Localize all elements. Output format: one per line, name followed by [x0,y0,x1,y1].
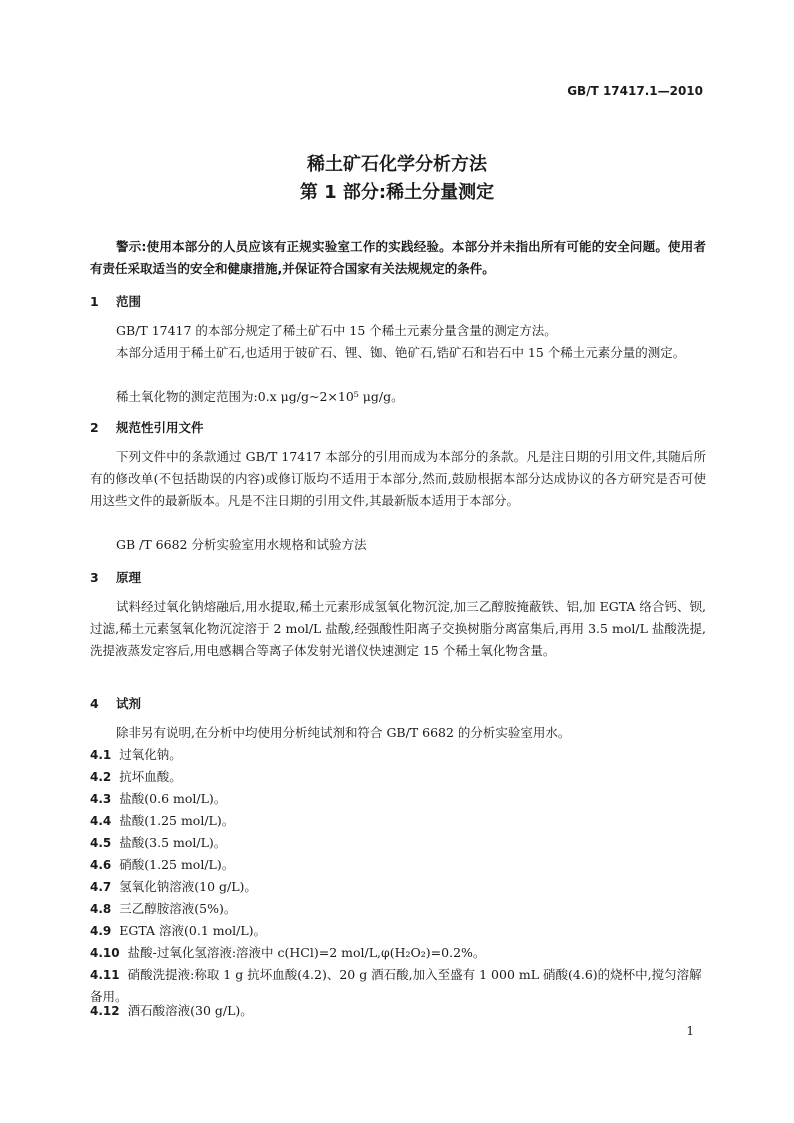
list-item [90,942,706,964]
section-2-heading [90,418,204,436]
list-item [90,876,706,898]
item-number: 4.12 [90,1004,120,1018]
section-1-heading [90,292,141,310]
item-number: 4.6 [90,858,112,872]
section-number: 3 [90,570,99,585]
document-title: 稀土矿石化学分析方法 [307,154,487,175]
item-number: 4.7 [90,880,112,894]
list-item [90,898,706,920]
item-number: 4.10 [90,946,120,960]
reference-entry: GB /T 6682 分析实验室用水规格和试验方法 [116,537,367,552]
item-number: 4.3 [90,792,112,806]
list-item [90,854,706,876]
item-number: 4.5 [90,836,112,850]
item-number: 4.11 [90,968,120,982]
section-title: 规范性引用文件 [116,420,204,435]
section-title: 试剂 [116,696,142,711]
section-3-heading [90,568,141,586]
item-text: EGTA 溶液(0.1 mol/L)。 [119,923,267,938]
paragraph: 稀土氧化物的测定范围为:0.x μg/g~2×10⁵ μg/g。 [116,389,404,404]
section-4-heading [90,694,141,712]
section-number: 1 [90,294,99,309]
item-number: 4.2 [90,770,112,784]
section-title: 原理 [116,570,142,585]
list-item [90,810,706,832]
item-text: 过氧化钠。 [119,747,182,762]
item-number: 4.1 [90,748,112,762]
section-title: 范围 [116,294,142,309]
safety-warning: 警示:使用本部分的人员应该有正规实验室工作的实践经验。本部分并未指出所有可能的安全问题。使用者有责任采取适当的安全和健康措施,并保证符合国家有关法规规定的条件。 [90,239,706,276]
item-number: 4.8 [90,902,112,916]
item-text: 盐酸(3.5 mol/L)。 [119,835,227,850]
section-number: 2 [90,420,99,435]
item-text: 盐酸-过氧化氢溶液:溶液中 c(HCl)=2 mol/L,φ(H₂O₂)=0.2%。 [127,945,486,960]
list-item [90,920,706,942]
list-item [90,832,706,854]
paragraph: GB/T 17417 的本部分规定了稀土矿石中 15 个稀土元素分量含量的测定方法。 [116,323,557,338]
list-item [90,744,706,766]
paragraph: 下列文件中的条款通过 GB/T 17417 本部分的引用而成为本部分的条款。凡是注日期的引用文件,其随后所有的修改单(不包括勘误的内容)或修订版均不适用于本部分,然而,鼓励根据本部分达成协议的各方研究是否可使用这些文件的最新版本。凡是不注日期的引用文件,其最新版本适用于本部分。 [90,449,706,508]
item-text: 氢氧化钠溶液(10 g/L)。 [119,879,257,894]
document-subtitle: 第 1 部分:稀土分量测定 [299,182,495,203]
paragraph: 试料经过氧化钠熔融后,用水提取,稀土元素形成氢氧化物沉淀,加三乙醇胺掩蔽铁、铝,加 EGTA 络合钙、钡,过滤,稀土元素氢氧化物沉淀溶于 2 mol/L 盐酸,经强酸性阳离子交换树脂分离富集后,再用 3.5 mol/L 盐酸洗提,洗提液蒸发定容后,用电感耦合等离子体发射光谱仪快速测定 15 个稀土氧化物含量。 [90,599,706,658]
item-text: 盐酸(0.6 mol/L)。 [119,791,227,806]
standard-code: GB/T 17417.1—2010 [567,84,703,98]
paragraph: 除非另有说明,在分析中均使用分析纯试剂和符合 GB/T 6682 的分析实验室用水。 [116,725,571,740]
item-text: 三乙醇胺溶液(5%)。 [119,901,237,916]
item-text: 盐酸(1.25 mol/L)。 [119,813,235,828]
item-text: 硝酸(1.25 mol/L)。 [119,857,235,872]
page-number: 1 [686,1024,694,1038]
paragraph: 本部分适用于稀土矿石,也适用于铍矿石、锂、铷、铯矿石,锆矿石和岩石中 15 个稀土元素分量的测定。 [116,345,686,360]
item-text: 酒石酸溶液(30 g/L)。 [127,1003,253,1018]
list-item [90,766,706,788]
item-text: 硝酸洗提液:称取 1 g 抗坏血酸(4.2)、20 g 酒石酸,加入至盛有 1 000 mL 硝酸(4.6)的烧杯中,搅匀溶解备用。 [90,967,702,1004]
section-number: 4 [90,696,99,711]
list-item [90,788,706,810]
item-number: 4.4 [90,814,112,828]
item-number: 4.9 [90,924,112,938]
list-item [90,1000,706,1022]
item-text: 抗坏血酸。 [119,769,182,784]
